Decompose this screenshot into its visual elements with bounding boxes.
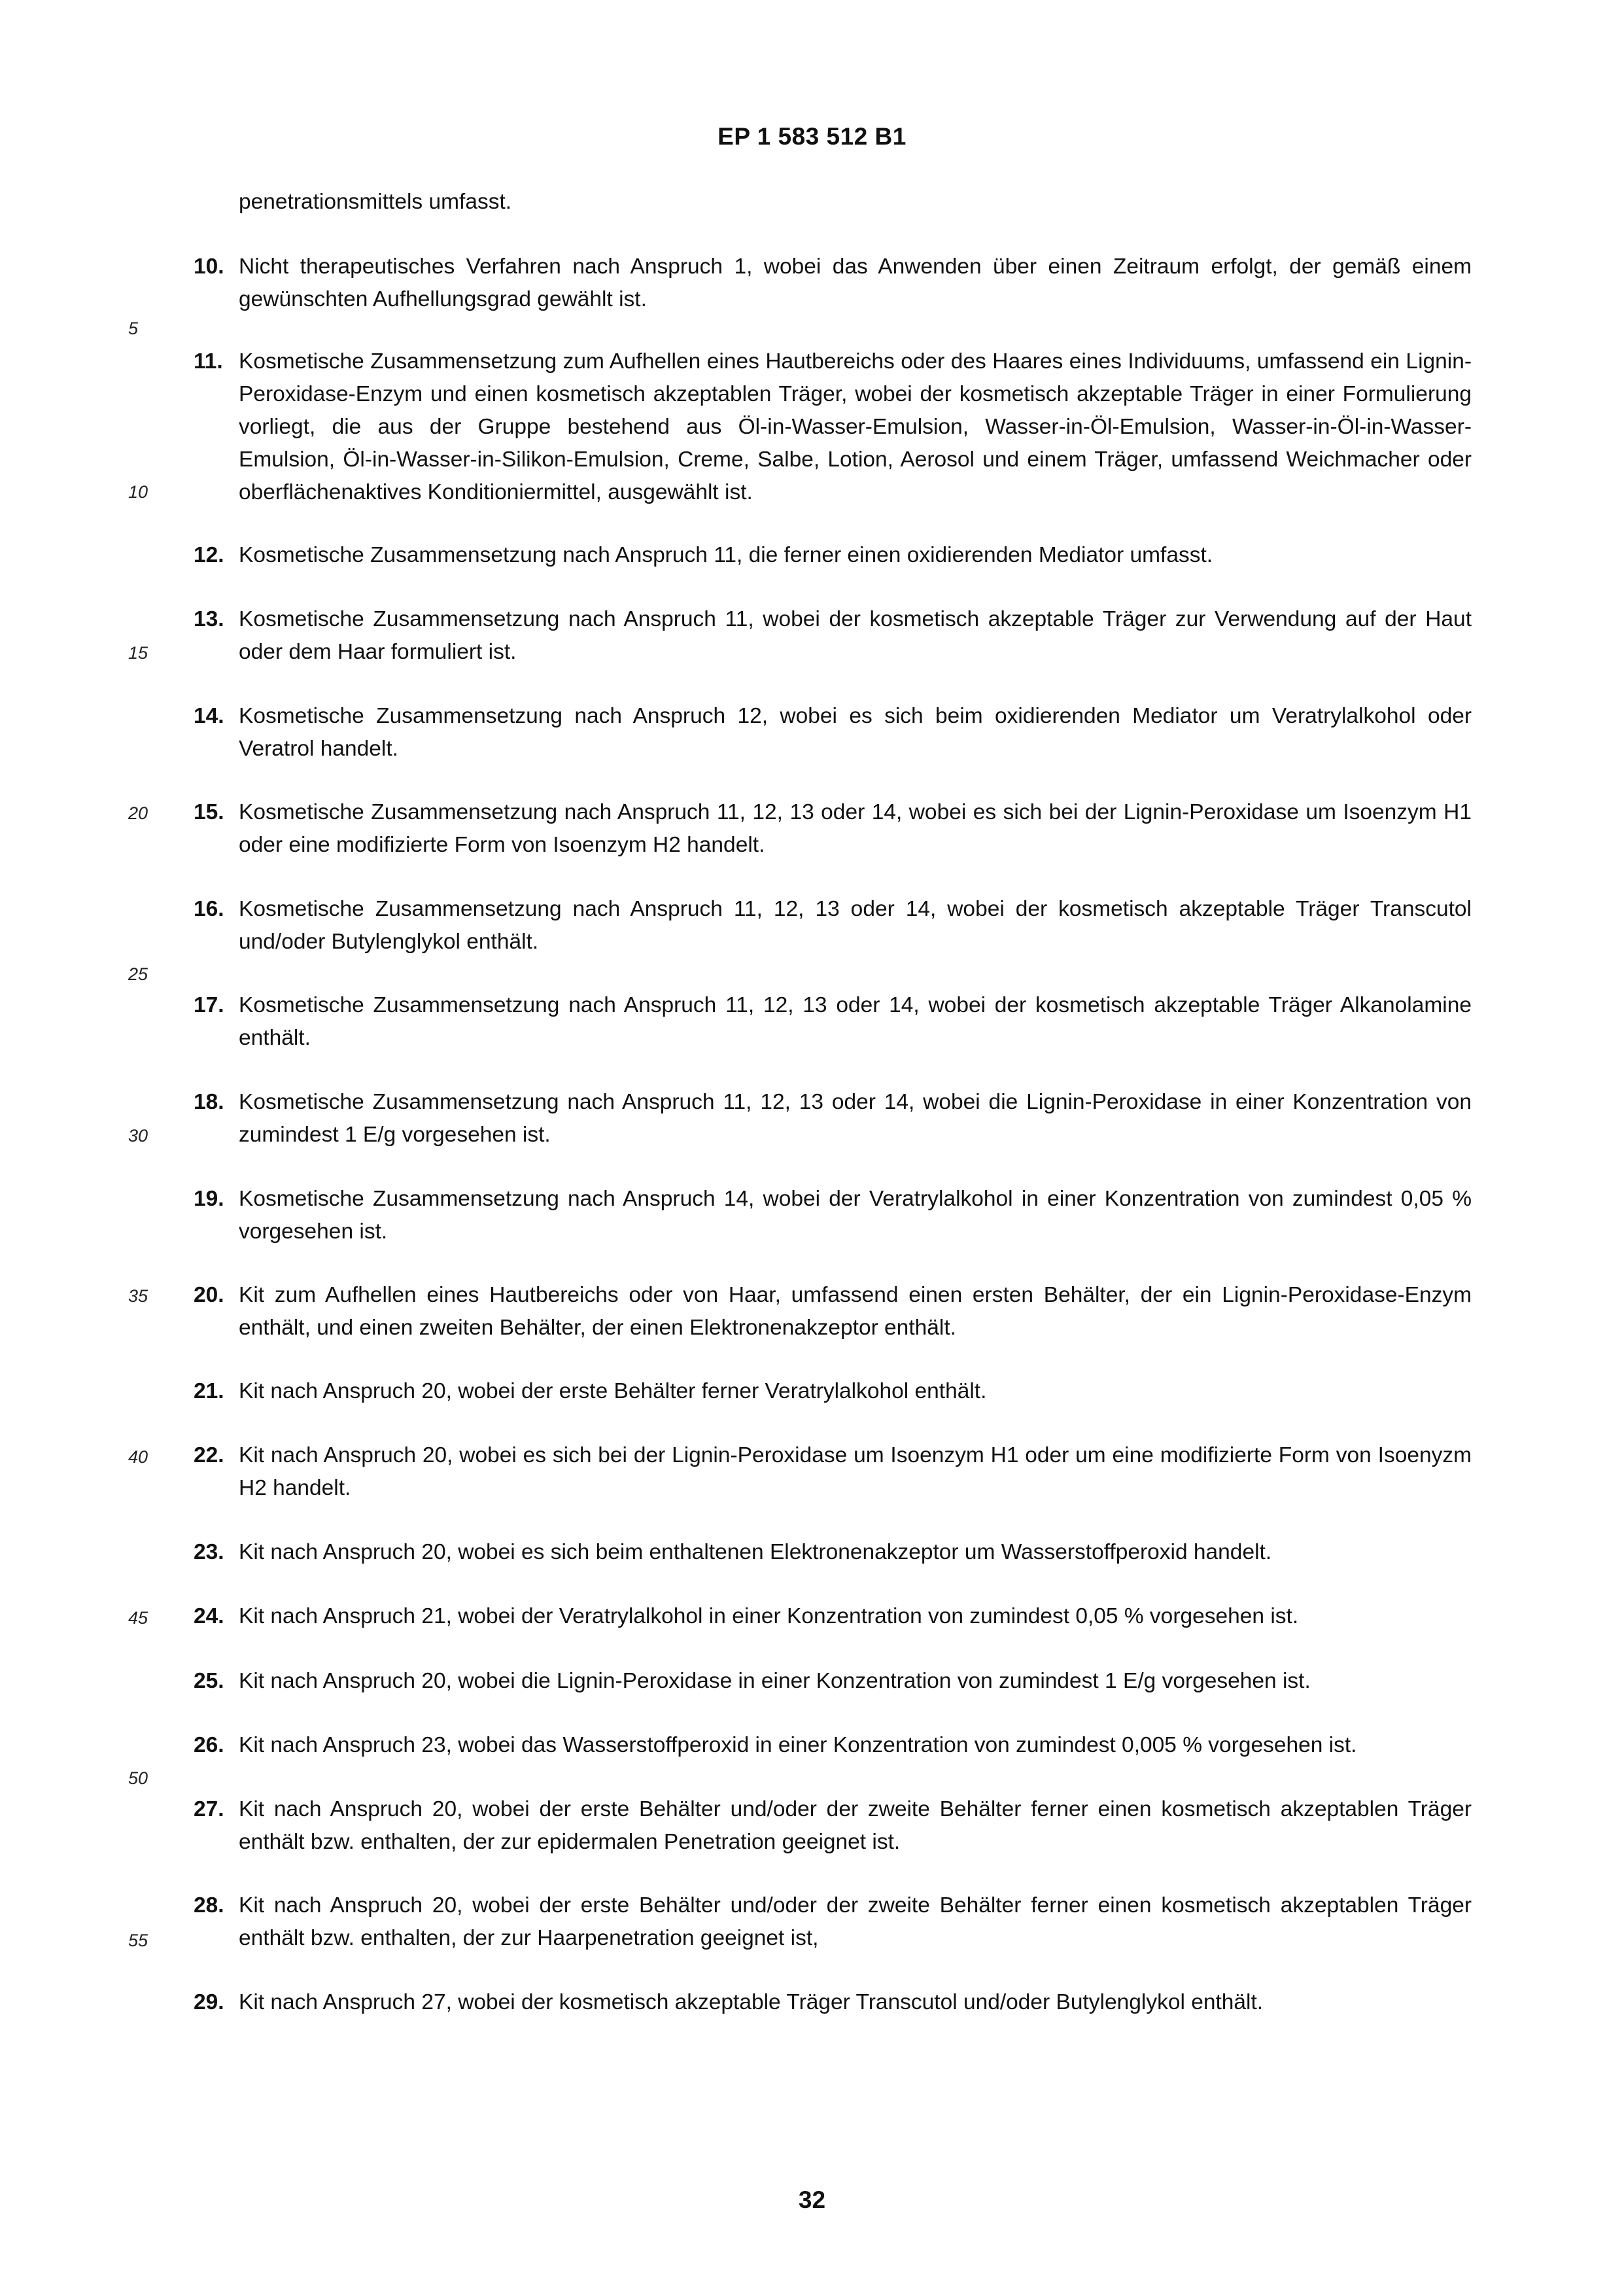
- claim-28: [194, 1889, 1472, 1955]
- claim-number: 27.: [194, 1797, 224, 1821]
- margin-line-number: 40: [128, 1447, 148, 1467]
- claim-text: Kosmetische Zusammensetzung nach Anspruch 11, wobei der kosmetisch akzeptable Träger zur Verwendung auf der Haut oder dem Haar formuliert ist.: [239, 607, 1472, 664]
- claim-number: 16.: [194, 897, 224, 921]
- claim-text: Kit nach Anspruch 27, wobei der kosmetisch akzeptable Träger Transcutol und/oder Butylenglykol enthält.: [239, 1990, 1264, 2014]
- margin-line-number: 20: [128, 803, 148, 823]
- claim-number: 22.: [194, 1443, 224, 1467]
- margin-line-number: 5: [128, 319, 139, 338]
- claim-text: Kit nach Anspruch 20, wobei die Lignin-Peroxidase in einer Konzentration von zumindest 1 E/g vorgesehen ist.: [239, 1669, 1311, 1693]
- claim-number: 29.: [194, 1990, 224, 2014]
- claim-text: Kit nach Anspruch 20, wobei es sich beim enthaltenen Elektronenakzeptor um Wasserstoffperoxid handelt.: [239, 1540, 1272, 1564]
- claim-21: [194, 1375, 1472, 1408]
- claim-11: [194, 345, 1472, 509]
- claim-number: 15.: [194, 800, 224, 824]
- claim-text: Kosmetische Zusammensetzung nach Anspruch 12, wobei es sich beim oxidierenden Mediator um Veratrylalkohol oder Veratrol handelt.: [239, 704, 1472, 761]
- claim-text: Nicht therapeutisches Verfahren nach Anspruch 1, wobei das Anwenden über einen Zeitraum erfolgt, der gemäß einem gewünschten Aufhellungsgrad gewählt ist.: [239, 254, 1472, 311]
- margin-line-number: 55: [128, 1931, 148, 1950]
- page-number: 32: [798, 2186, 826, 2213]
- claim-number: 21.: [194, 1379, 224, 1403]
- claim-29: [194, 1986, 1472, 2019]
- claim-27: [194, 1793, 1472, 1859]
- margin-line-number: 25: [128, 964, 148, 984]
- claim-16: [194, 893, 1472, 958]
- margin-line-number: 10: [128, 482, 148, 502]
- claim-number: 11.: [194, 349, 223, 374]
- claim-number: 25.: [194, 1669, 224, 1693]
- claim-text: Kit nach Anspruch 20, wobei der erste Behälter und/oder der zweite Behälter ferner einen kosmetisch akzeptablen Träger enthält bzw. enthalten, der zur epidermalen Penetration geeignet ist.: [239, 1797, 1472, 1854]
- claim-18: [194, 1086, 1472, 1151]
- claim-text: Kosmetische Zusammensetzung nach Anspruch 11, 12, 13 oder 14, wobei es sich bei der Lignin-Peroxidase um Isoenzym H1 oder eine modifizierte Form von Isoenzym H2 handelt.: [239, 800, 1472, 857]
- claim-number: 18.: [194, 1090, 224, 1114]
- claim-number: 13.: [194, 607, 224, 631]
- claim-number: 26.: [194, 1733, 224, 1757]
- claim-number: 24.: [194, 1604, 224, 1628]
- claim-text: Kosmetische Zusammensetzung nach Anspruch 11, 12, 13 oder 14, wobei die Lignin-Peroxidase in einer Konzentration von zumindest 1 E/g vorgesehen ist.: [239, 1090, 1472, 1147]
- claim-20: [194, 1279, 1472, 1344]
- claim-24: [194, 1600, 1472, 1633]
- claim-15: [194, 796, 1472, 862]
- claim-number: 12.: [194, 543, 224, 567]
- claim-26: [194, 1729, 1472, 1762]
- claim-number: 14.: [194, 704, 224, 728]
- claim-number: 20.: [194, 1283, 224, 1307]
- claim-23: [194, 1536, 1472, 1569]
- claim-text: Kosmetische Zusammensetzung nach Anspruch 11, 12, 13 oder 14, wobei der kosmetisch akzeptable Träger Transcutol und/oder Butylenglykol enthält.: [239, 897, 1472, 954]
- claim-text: Kit nach Anspruch 21, wobei der Veratrylalkohol in einer Konzentration von zumindest 0,05 % vorgesehen ist.: [239, 1604, 1299, 1628]
- margin-line-number: 35: [128, 1286, 148, 1306]
- claim-10: [194, 251, 1472, 316]
- document-header: EP 1 583 512 B1: [717, 123, 907, 150]
- claim-text: Kit zum Aufhellen eines Hautbereichs oder von Haar, umfassend einen ersten Behälter, der ein Lignin-Peroxidase-Enzym enthält, und einen zweiten Behälter, der einen Elektronenakzeptor enthält.: [239, 1283, 1472, 1340]
- claim-text: Kosmetische Zusammensetzung nach Anspruch 14, wobei der Veratrylalkohol in einer Konzentration von zumindest 0,05 % vorgesehen ist.: [239, 1187, 1472, 1244]
- claim-text: Kit nach Anspruch 20, wobei der erste Behälter ferner Veratrylalkohol enthält.: [239, 1379, 987, 1403]
- claim-text: Kit nach Anspruch 20, wobei es sich bei der Lignin-Peroxidase um Isoenzym H1 oder um eine modifizierte Form von Isoenyzm H2 handelt.: [239, 1443, 1472, 1500]
- claim-25: [194, 1665, 1472, 1698]
- claim-17: [194, 989, 1472, 1055]
- claim-text: Kosmetische Zusammensetzung nach Anspruch 11, 12, 13 oder 14, wobei der kosmetisch akzeptable Träger Alkanolamine enthält.: [239, 993, 1472, 1050]
- claim-number: 19.: [194, 1187, 224, 1211]
- margin-line-number: 50: [128, 1768, 148, 1788]
- claim-number: 10.: [194, 254, 224, 279]
- claim-text: Kit nach Anspruch 23, wobei das Wasserstoffperoxid in einer Konzentration von zumindest 0,005 % vorgesehen ist.: [239, 1733, 1357, 1757]
- claim-text: Kit nach Anspruch 20, wobei der erste Behälter und/oder der zweite Behälter ferner einen kosmetisch akzeptablen Träger enthält bzw. enthalten, der zur Haarpenetration geeignet ist,: [239, 1893, 1472, 1950]
- margin-line-number: 15: [128, 643, 148, 663]
- claim-12: [194, 539, 1472, 572]
- claim-14: [194, 700, 1472, 765]
- claim-13: [194, 603, 1472, 669]
- claim-number: 28.: [194, 1893, 224, 1918]
- claim-22: [194, 1439, 1472, 1505]
- continuation-text: penetrationsmittels umfasst.: [239, 190, 512, 214]
- claim-text: Kosmetische Zusammensetzung nach Anspruch 11, die ferner einen oxidierenden Mediator umfasst.: [239, 543, 1213, 567]
- claim-text: Kosmetische Zusammensetzung zum Aufhellen eines Hautbereichs oder des Haares eines Individuums, umfassend ein Lignin-Peroxidase-Enzym und einen kosmetisch akzeptablen Träger, wobei der kosmetisch akzeptable Träger in einer Formulierung vorliegt, die aus der Gruppe bestehend aus Öl-in-Wasser-Emulsion, Wasser-in-Öl-Emulsion, Wasser-in-Öl-in-Wasser-Emulsion, Öl-in-Wasser-in-Silikon-Emulsion, Creme, Salbe, Lotion, Aerosol und einem Träger, umfassend Weichmacher oder oberflächenaktives Konditioniermittel, ausgewählt ist.: [239, 349, 1472, 504]
- claim-number: 23.: [194, 1540, 224, 1564]
- margin-line-number: 45: [128, 1608, 148, 1628]
- margin-line-number: 30: [128, 1126, 148, 1146]
- claim-19: [194, 1183, 1472, 1248]
- claim-number: 17.: [194, 993, 224, 1017]
